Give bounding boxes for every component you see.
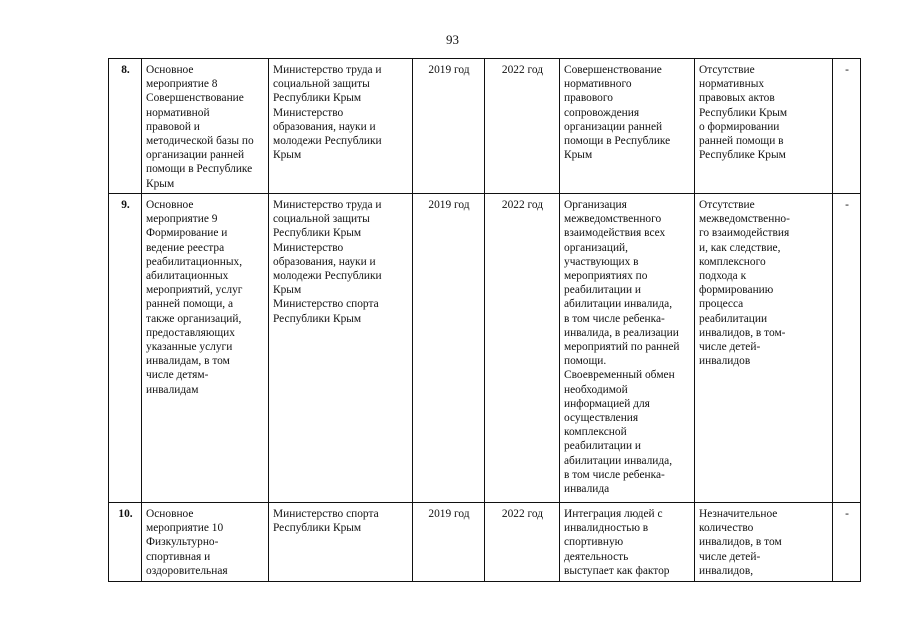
end-year-cell: 2022 год bbox=[485, 59, 560, 194]
consequence-cell: Незначительное количество инвалидов, в том числе детей- инвалидов, bbox=[695, 503, 833, 582]
row-number: 9. bbox=[109, 194, 142, 503]
end-year-cell: 2022 год bbox=[485, 503, 560, 582]
start-year-cell: 2019 год bbox=[413, 194, 485, 503]
row-number: 8. bbox=[109, 59, 142, 194]
table-row bbox=[109, 503, 861, 582]
executor-cell: Министерство труда и социальной защиты Республики Крым Министерство образования, науки и молодежи Республики Крым bbox=[269, 59, 413, 194]
consequence-cell: Отсутствие межведомственно- го взаимодействия и, как следствие, комплексного подхода к формированию процесса реабилитации инвалидов, в том- числе детей- инвалидов bbox=[695, 194, 833, 503]
page-number: 93 bbox=[446, 32, 459, 47]
start-year-cell: 2019 год bbox=[413, 59, 485, 194]
measure-cell: Основное мероприятие 9 Формирование и ведение реестра реабилитационных, абилитационных мероприятий, услуг ранней помощи, а также организаций, предоставляющих указанные услуги инвалидам, в том числе детям- инвалидам bbox=[142, 194, 269, 503]
result-cell: Интеграция людей с инвалидностью в спортивную деятельность выступает как фактор bbox=[560, 503, 695, 582]
link-cell: - bbox=[833, 503, 861, 582]
end-year-cell: 2022 год bbox=[485, 194, 560, 503]
measure-cell: Основное мероприятие 10 Физкультурно- спортивная и оздоровительная bbox=[142, 503, 269, 582]
result-cell: Организация межведомственного взаимодействия всех организаций, участвующих в мероприятиях по реабилитации и абилитации инвалида, в том числе ребенка- инвалида, в реализации мероприятий по ранней помощи. Своевременный обмен необходимой информацией для осуществления комплексной реабилитации и абилитации инвалида, в том числе ребенка- инвалида bbox=[560, 194, 695, 503]
measure-cell: Основное мероприятие 8 Совершенствование нормативной правовой и методической базы по организации ранней помощи в Республике Крым bbox=[142, 59, 269, 194]
row-number: 10. bbox=[109, 503, 142, 582]
executor-cell: Министерство спорта Республики Крым bbox=[269, 503, 413, 582]
start-year-cell: 2019 год bbox=[413, 503, 485, 582]
consequence-cell: Отсутствие нормативных правовых актов Республики Крым о формировании ранней помощи в Республике Крым bbox=[695, 59, 833, 194]
result-cell: Совершенствование нормативного правового сопровождения организации ранней помощи в Республике Крым bbox=[560, 59, 695, 194]
table-row bbox=[109, 194, 861, 503]
executor-cell: Министерство труда и социальной защиты Республики Крым Министерство образования, науки и молодежи Республики Крым Министерство спорта Республики Крым bbox=[269, 194, 413, 503]
link-cell: - bbox=[833, 194, 861, 503]
link-cell: - bbox=[833, 59, 861, 194]
table-row bbox=[109, 59, 861, 194]
measures-table bbox=[108, 58, 861, 582]
